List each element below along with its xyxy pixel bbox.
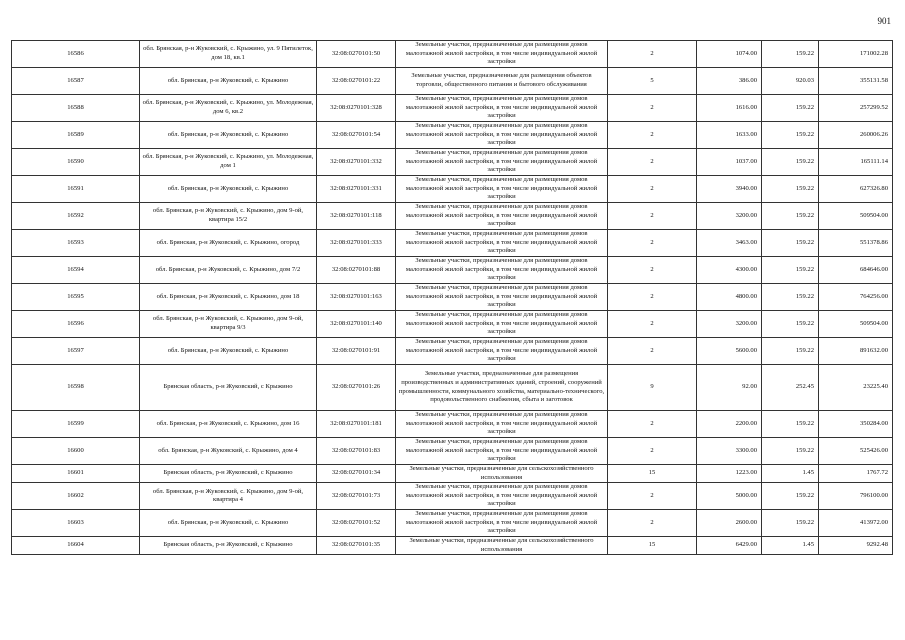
- land-use-cell: Земельные участки, предназначенные для размещения домов малоэтажной жилой застройки, в том числе индивидуальной жилой застройки: [396, 311, 608, 338]
- land-use-cell: Земельные участки, предназначенные для размещения домов малоэтажной жилой застройки, в том числе индивидуальной жилой застройки: [396, 257, 608, 284]
- land-use-cell: Земельные участки, предназначенные для размещения домов малоэтажной жилой застройки, в том числе индивидуальной жилой застройки: [396, 411, 608, 438]
- table-row: [12, 176, 893, 203]
- rate-cell: 159.22: [762, 122, 819, 149]
- cadastral-value-cell: 350284.00: [819, 411, 893, 438]
- area-cell: 4800.00: [697, 284, 762, 311]
- cadastral-value-cell: 509504.00: [819, 311, 893, 338]
- table-row: [12, 365, 893, 411]
- page-number: 901: [877, 16, 891, 26]
- cadastral-value-cell: 764256.00: [819, 284, 893, 311]
- cadastral-number-cell: 32:08:0270101:332: [317, 149, 396, 176]
- land-use-cell: Земельные участки, предназначенные для размещения домов малоэтажной жилой застройки, в том числе индивидуальной жилой застройки: [396, 122, 608, 149]
- address-cell: Брянская область, р-н Жуковский, с Крыжино: [140, 537, 317, 555]
- area-cell: 5000.00: [697, 483, 762, 510]
- area-cell: 5600.00: [697, 338, 762, 365]
- row-number-cell: 16598: [12, 365, 140, 411]
- rate-cell: 159.22: [762, 95, 819, 122]
- area-cell: 92.00: [697, 365, 762, 411]
- group-cell: 2: [608, 149, 697, 176]
- cadastral-value-cell: 257299.52: [819, 95, 893, 122]
- table-row: [12, 230, 893, 257]
- address-cell: обл. Брянская, р-н Жуковский, с. Крыжино, дом 9-ой, квартира 15/2: [140, 203, 317, 230]
- address-cell: Брянская область, р-н Жуковский, с Крыжино: [140, 465, 317, 483]
- land-use-cell: Земельные участки, предназначенные для размещения объектов торговли, общественного питания и бытового обслуживания: [396, 68, 608, 95]
- group-cell: 2: [608, 510, 697, 537]
- area-cell: 1616.00: [697, 95, 762, 122]
- row-number-cell: 16597: [12, 338, 140, 365]
- cadastral-number-cell: 32:08:0270101:73: [317, 483, 396, 510]
- address-cell: обл. Брянская, р-н Жуковский, с. Крыжино, дом 4: [140, 438, 317, 465]
- group-cell: 15: [608, 537, 697, 555]
- cadastral-number-cell: 32:08:0270101:331: [317, 176, 396, 203]
- rate-cell: 1.45: [762, 537, 819, 555]
- row-number-cell: 16595: [12, 284, 140, 311]
- group-cell: 2: [608, 95, 697, 122]
- cadastral-value-cell: 355131.58: [819, 68, 893, 95]
- land-use-cell: Земельные участки, предназначенные для размещения домов малоэтажной жилой застройки, в том числе индивидуальной жилой застройки: [396, 338, 608, 365]
- group-cell: 2: [608, 230, 697, 257]
- cadastral-value-cell: 1767.72: [819, 465, 893, 483]
- group-cell: 2: [608, 338, 697, 365]
- rate-cell: 159.22: [762, 203, 819, 230]
- row-number-cell: 16604: [12, 537, 140, 555]
- rate-cell: 159.22: [762, 311, 819, 338]
- group-cell: 2: [608, 203, 697, 230]
- cadastral-value-cell: 525426.00: [819, 438, 893, 465]
- cadastral-value-cell: 23225.40: [819, 365, 893, 411]
- address-cell: обл. Брянская, р-н Жуковский, с. Крыжино, дом 16: [140, 411, 317, 438]
- cadastral-table: [11, 40, 893, 555]
- address-cell: Брянская область, р-н Жуковский, с Крыжино: [140, 365, 317, 411]
- area-cell: 3300.00: [697, 438, 762, 465]
- table-row: [12, 284, 893, 311]
- cadastral-value-cell: 171002.28: [819, 41, 893, 68]
- address-cell: обл. Брянская, р-н Жуковский, с. Крыжино, огород: [140, 230, 317, 257]
- area-cell: 1037.00: [697, 149, 762, 176]
- cadastral-number-cell: 32:08:0270101:181: [317, 411, 396, 438]
- rate-cell: 159.22: [762, 284, 819, 311]
- group-cell: 2: [608, 438, 697, 465]
- cadastral-value-cell: 165111.14: [819, 149, 893, 176]
- group-cell: 2: [608, 257, 697, 284]
- area-cell: 1633.00: [697, 122, 762, 149]
- row-number-cell: 16600: [12, 438, 140, 465]
- land-use-cell: Земельные участки, предназначенные для размещения домов малоэтажной жилой застройки, в том числе индивидуальной жилой застройки: [396, 95, 608, 122]
- rate-cell: 159.22: [762, 176, 819, 203]
- table-body: [12, 41, 893, 555]
- cadastral-value-cell: 796100.00: [819, 483, 893, 510]
- address-cell: обл. Брянская, р-н Жуковский, с. Крыжино: [140, 122, 317, 149]
- rate-cell: 252.45: [762, 365, 819, 411]
- table-row: [12, 311, 893, 338]
- rate-cell: 920.03: [762, 68, 819, 95]
- row-number-cell: 16589: [12, 122, 140, 149]
- row-number-cell: 16593: [12, 230, 140, 257]
- area-cell: 3463.00: [697, 230, 762, 257]
- area-cell: 3200.00: [697, 203, 762, 230]
- address-cell: обл. Брянская, р-н Жуковский, с. Крыжино, дом 7/2: [140, 257, 317, 284]
- group-cell: 2: [608, 411, 697, 438]
- cadastral-number-cell: 32:08:0270101:34: [317, 465, 396, 483]
- row-number-cell: 16603: [12, 510, 140, 537]
- address-cell: обл. Брянская, р-н Жуковский, с. Крыжино, ул. Молодежная, дом 1: [140, 149, 317, 176]
- area-cell: 1074.00: [697, 41, 762, 68]
- cadastral-value-cell: 627326.80: [819, 176, 893, 203]
- land-use-cell: Земельные участки, предназначенные для размещения домов малоэтажной жилой застройки, в том числе индивидуальной жилой застройки: [396, 230, 608, 257]
- table-row: [12, 338, 893, 365]
- cadastral-value-cell: 891632.00: [819, 338, 893, 365]
- table-row: [12, 203, 893, 230]
- group-cell: 5: [608, 68, 697, 95]
- row-number-cell: 16596: [12, 311, 140, 338]
- cadastral-number-cell: 32:08:0270101:118: [317, 203, 396, 230]
- address-cell: обл. Брянская, р-н Жуковский, с. Крыжино, ул. Молодежная, дом 6, кв.2: [140, 95, 317, 122]
- land-use-cell: Земельные участки, предназначенные для размещения производственных и административных зданий, строений, сооружений промышленности, коммунального хозяйства, материально-технического, продовольственного снабжения, сбыта и заготовок: [396, 365, 608, 411]
- cadastral-number-cell: 32:08:0270101:26: [317, 365, 396, 411]
- rate-cell: 159.22: [762, 483, 819, 510]
- address-cell: обл. Брянская, р-н Жуковский, с. Крыжино: [140, 338, 317, 365]
- cadastral-value-cell: 413972.00: [819, 510, 893, 537]
- cadastral-value-cell: 551378.86: [819, 230, 893, 257]
- group-cell: 2: [608, 176, 697, 203]
- table-row: [12, 438, 893, 465]
- area-cell: 386.00: [697, 68, 762, 95]
- cadastral-number-cell: 32:08:0270101:140: [317, 311, 396, 338]
- row-number-cell: 16594: [12, 257, 140, 284]
- area-cell: 6429.00: [697, 537, 762, 555]
- cadastral-number-cell: 32:08:0270101:52: [317, 510, 396, 537]
- cadastral-number-cell: 32:08:0270101:50: [317, 41, 396, 68]
- table-row: [12, 465, 893, 483]
- group-cell: 2: [608, 41, 697, 68]
- area-cell: 2200.00: [697, 411, 762, 438]
- cadastral-number-cell: 32:08:0270101:35: [317, 537, 396, 555]
- land-use-cell: Земельные участки, предназначенные для размещения домов малоэтажной жилой застройки, в том числе индивидуальной жилой застройки: [396, 41, 608, 68]
- cadastral-number-cell: 32:08:0270101:333: [317, 230, 396, 257]
- row-number-cell: 16601: [12, 465, 140, 483]
- cadastral-value-cell: 9292.48: [819, 537, 893, 555]
- cadastral-number-cell: 32:08:0270101:22: [317, 68, 396, 95]
- table-row: [12, 483, 893, 510]
- address-cell: обл. Брянская, р-н Жуковский, с. Крыжино: [140, 176, 317, 203]
- land-use-cell: Земельные участки, предназначенные для размещения домов малоэтажной жилой застройки, в том числе индивидуальной жилой застройки: [396, 284, 608, 311]
- rate-cell: 159.22: [762, 510, 819, 537]
- group-cell: 2: [608, 284, 697, 311]
- address-cell: обл. Брянская, р-н Жуковский, с. Крыжино: [140, 510, 317, 537]
- row-number-cell: 16602: [12, 483, 140, 510]
- address-cell: обл. Брянская, р-н Жуковский, с. Крыжино: [140, 68, 317, 95]
- table-row: [12, 122, 893, 149]
- cadastral-value-cell: 260006.26: [819, 122, 893, 149]
- group-cell: 2: [608, 483, 697, 510]
- group-cell: 9: [608, 365, 697, 411]
- land-use-cell: Земельные участки, предназначенные для размещения домов малоэтажной жилой застройки, в том числе индивидуальной жилой застройки: [396, 510, 608, 537]
- area-cell: 1223.00: [697, 465, 762, 483]
- table-row: [12, 257, 893, 284]
- address-cell: обл. Брянская, р-н Жуковский, с. Крыжино, ул. 9 Пятилеток, дом 18, кв.1: [140, 41, 317, 68]
- area-cell: 2600.00: [697, 510, 762, 537]
- rate-cell: 159.22: [762, 257, 819, 284]
- table-row: [12, 510, 893, 537]
- area-cell: 3940.00: [697, 176, 762, 203]
- cadastral-number-cell: 32:08:0270101:328: [317, 95, 396, 122]
- address-cell: обл. Брянская, р-н Жуковский, с. Крыжино, дом 9-ой, квартира 9/3: [140, 311, 317, 338]
- group-cell: 15: [608, 465, 697, 483]
- land-use-cell: Земельные участки, предназначенные для размещения домов малоэтажной жилой застройки, в том числе индивидуальной жилой застройки: [396, 176, 608, 203]
- cadastral-value-cell: 684646.00: [819, 257, 893, 284]
- rate-cell: 1.45: [762, 465, 819, 483]
- row-number-cell: 16592: [12, 203, 140, 230]
- land-use-cell: Земельные участки, предназначенные для размещения домов малоэтажной жилой застройки, в том числе индивидуальной жилой застройки: [396, 438, 608, 465]
- group-cell: 2: [608, 311, 697, 338]
- land-use-cell: Земельные участки, предназначенные для размещения домов малоэтажной жилой застройки, в том числе индивидуальной жилой застройки: [396, 483, 608, 510]
- area-cell: 3200.00: [697, 311, 762, 338]
- table-row: [12, 411, 893, 438]
- row-number-cell: 16588: [12, 95, 140, 122]
- row-number-cell: 16599: [12, 411, 140, 438]
- rate-cell: 159.22: [762, 338, 819, 365]
- group-cell: 2: [608, 122, 697, 149]
- cadastral-number-cell: 32:08:0270101:91: [317, 338, 396, 365]
- rate-cell: 159.22: [762, 41, 819, 68]
- rate-cell: 159.22: [762, 411, 819, 438]
- land-use-cell: Земельные участки, предназначенные для размещения домов малоэтажной жилой застройки, в том числе индивидуальной жилой застройки: [396, 203, 608, 230]
- land-use-cell: Земельные участки, предназначенные для сельскохозяйственного использования: [396, 537, 608, 555]
- table-row: [12, 537, 893, 555]
- area-cell: 4300.00: [697, 257, 762, 284]
- cadastral-number-cell: 32:08:0270101:163: [317, 284, 396, 311]
- cadastral-value-cell: 509504.00: [819, 203, 893, 230]
- cadastral-number-cell: 32:08:0270101:88: [317, 257, 396, 284]
- row-number-cell: 16591: [12, 176, 140, 203]
- address-cell: обл. Брянская, р-н Жуковский, с. Крыжино, дом 9-ой, квартира 4: [140, 483, 317, 510]
- row-number-cell: 16586: [12, 41, 140, 68]
- table-row: [12, 95, 893, 122]
- row-number-cell: 16590: [12, 149, 140, 176]
- cadastral-number-cell: 32:08:0270101:54: [317, 122, 396, 149]
- rate-cell: 159.22: [762, 149, 819, 176]
- table-row: [12, 41, 893, 68]
- land-use-cell: Земельные участки, предназначенные для сельскохозяйственного использования: [396, 465, 608, 483]
- rate-cell: 159.22: [762, 230, 819, 257]
- land-use-cell: Земельные участки, предназначенные для размещения домов малоэтажной жилой застройки, в том числе индивидуальной жилой застройки: [396, 149, 608, 176]
- cadastral-number-cell: 32:08:0270101:83: [317, 438, 396, 465]
- row-number-cell: 16587: [12, 68, 140, 95]
- address-cell: обл. Брянская, р-н Жуковский, с. Крыжино, дом 18: [140, 284, 317, 311]
- table-row: [12, 149, 893, 176]
- rate-cell: 159.22: [762, 438, 819, 465]
- table-row: [12, 68, 893, 95]
